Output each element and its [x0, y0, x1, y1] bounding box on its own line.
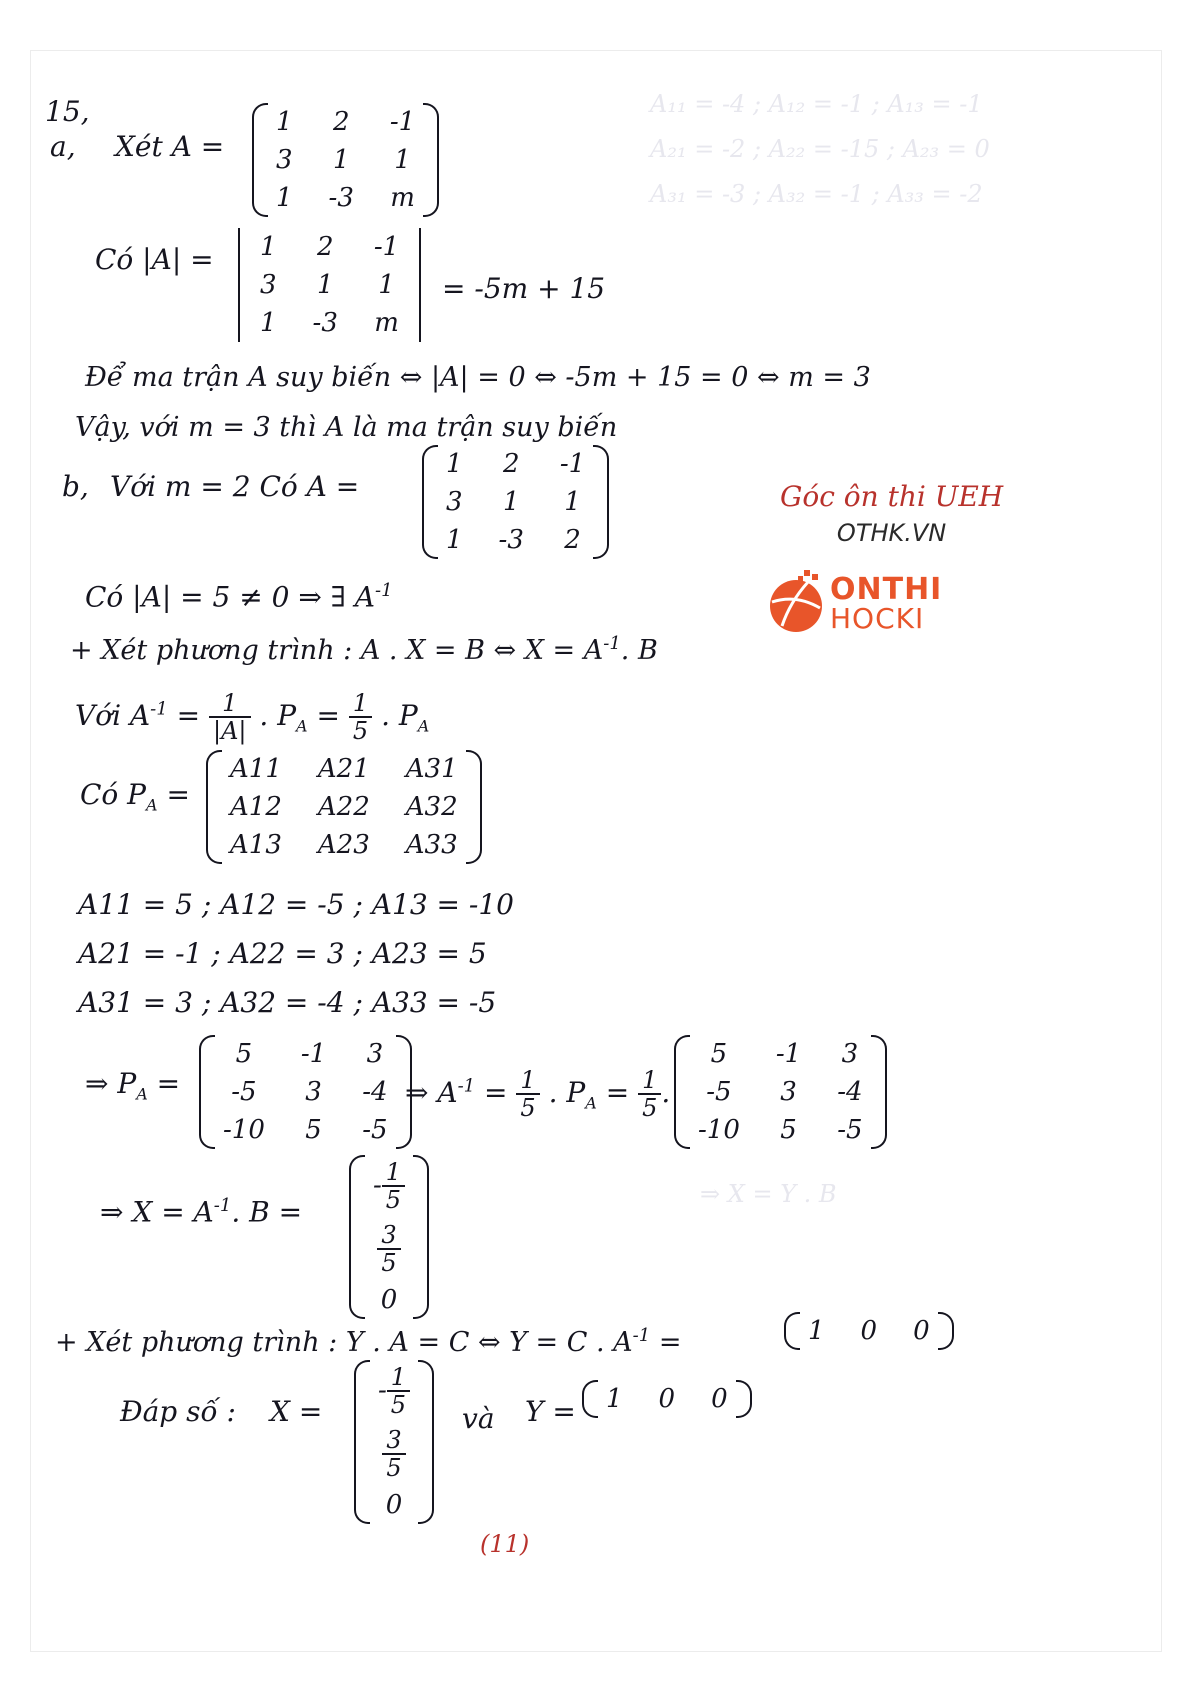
part-a-conclusion: Vậy, với m = 3 thì A là ma trận suy biến: [75, 412, 618, 443]
one-fifth: $\frac{1}{5}$: [516, 1067, 539, 1122]
adj-matrix-copy: 5 -1 3 -5 3 -4 -10 5 -5: [680, 1035, 881, 1149]
matrix-a-m2: 1 2 -1 3 1 1 1 -3 2: [428, 445, 603, 559]
one-fifth-2: $\frac{1}{5}$: [638, 1067, 661, 1122]
bleed-through-text: ⇒ X = Y . B: [700, 1180, 837, 1208]
matrix-a-part-b: [428, 445, 603, 559]
part-b-with-m: Với m = 2 Có A =: [110, 470, 360, 503]
bleed-through-text: A₂₁ = -2 ; A₂₂ = -15 ; A₂₃ = 0: [650, 135, 990, 163]
cofactor-symbol-matrix: [212, 750, 476, 864]
matrix-a: 1 2 -1 3 1 1 1 -3 m: [258, 103, 433, 217]
singular-condition: Để ma trận A suy biến ⇔ |A| = 0 ⇔ -5m + 15 = 0 ⇔ m = 3: [85, 362, 871, 393]
bleed-through-text: A₃₁ = -3 ; A₃₂ = -1 ; A₃₃ = -2: [650, 180, 983, 208]
determinant-a: [242, 228, 417, 342]
watermark-url: OTHK.VN: [836, 519, 947, 547]
inverse-result: ⇒ $A^{-1}$ = $\frac{1}{5}$ . $P_A$ = $\frac{1}{5}$ .: [405, 1066, 671, 1123]
y-equation: + Xét phương trình : Y . A = C ⇔ Y = C . $A^{-1}$ =: [55, 1325, 682, 1358]
matrix-a-part-a: [258, 103, 433, 217]
y-row-vector: 1 0 0: [790, 1312, 948, 1350]
cofactor-line-2: A21 = -1 ; A22 = 3 ; A23 = 5: [78, 937, 487, 970]
page-number: (11): [480, 1530, 530, 1558]
answer-x-vector: [360, 1360, 428, 1524]
inverse-adj-matrix: [680, 1035, 881, 1149]
part-b-label: b,: [62, 470, 89, 503]
part-a-xet: Xét A =: [115, 130, 225, 163]
pa-symbolic-matrix: A11 A21 A31 A12 A22 A32 A13 A23 A33: [212, 750, 476, 864]
inverse-fraction-5: $\frac{1}{5}$: [349, 690, 372, 745]
watermark-title: Góc ôn thi UEH: [780, 480, 1004, 513]
inverse-fraction: $\frac{1}{|A|}$: [209, 690, 251, 745]
x-vector: [355, 1155, 423, 1319]
logo-text-onthi: ONTHI: [830, 572, 943, 607]
determinant-matrix: 1 2 -1 3 1 1 1 -3 m: [242, 228, 417, 342]
problem-number: 15,: [45, 95, 90, 128]
part-a-label: a,: [50, 130, 76, 163]
adj-arrow: ⇒ $P_A$ =: [85, 1067, 181, 1104]
y-vector: [790, 1312, 948, 1350]
answer-x-label: X =: [270, 1395, 323, 1428]
cofactor-line-3: A31 = 3 ; A32 = -4 ; A33 = -5: [78, 986, 497, 1019]
x-solution-line: ⇒ $X = A^{-1}$. B =: [100, 1195, 303, 1229]
inverse-formula: Với $A^{-1}$ = $\frac{1}{|A|}$ . $P_A$ = $\frac{1}{5}$ . $P_A$: [75, 689, 430, 746]
cofactor-line-1: A11 = 5 ; A12 = -5 ; A13 = -10: [78, 888, 514, 921]
pa-matrix: 5 -1 3 -5 3 -4 -10 5 -5: [205, 1035, 406, 1149]
adjugate-matrix: [205, 1035, 406, 1149]
det-b-line: Có |A| = 5 ≠ 0 ⇒ ∃ $A^{-1}$: [85, 580, 393, 614]
answer-label: Đáp số :: [120, 1395, 236, 1428]
x-column-vector: - $\frac{1}{5}$ $\frac{3}{5}$ 0: [355, 1155, 423, 1319]
basketball-icon: [768, 568, 828, 634]
equation-ax-b: + Xét phương trình : A . X = B ⇔ $X = A^{-1}$. B: [70, 633, 658, 666]
answer-x-column: - $\frac{1}{5}$ $\frac{3}{5}$ 0: [360, 1360, 428, 1524]
answer-y-row: 1 0 0: [588, 1380, 746, 1418]
co-pa-label: Có $P_A$ =: [80, 778, 190, 815]
bleed-through-text: A₁₁ = -4 ; A₁₂ = -1 ; A₁₃ = -1: [650, 90, 983, 118]
det-result: = -5m + 15: [442, 272, 606, 305]
watermark: [780, 480, 1003, 547]
co-det-label: Có |A| =: [95, 243, 214, 276]
answer-y-label: Y =: [525, 1395, 576, 1428]
onthi-hocki-logo: [768, 568, 948, 638]
answer-y-vector: [588, 1380, 746, 1418]
answer-and: và: [462, 1402, 495, 1435]
logo-text-hocki: HOCKI: [830, 602, 925, 635]
